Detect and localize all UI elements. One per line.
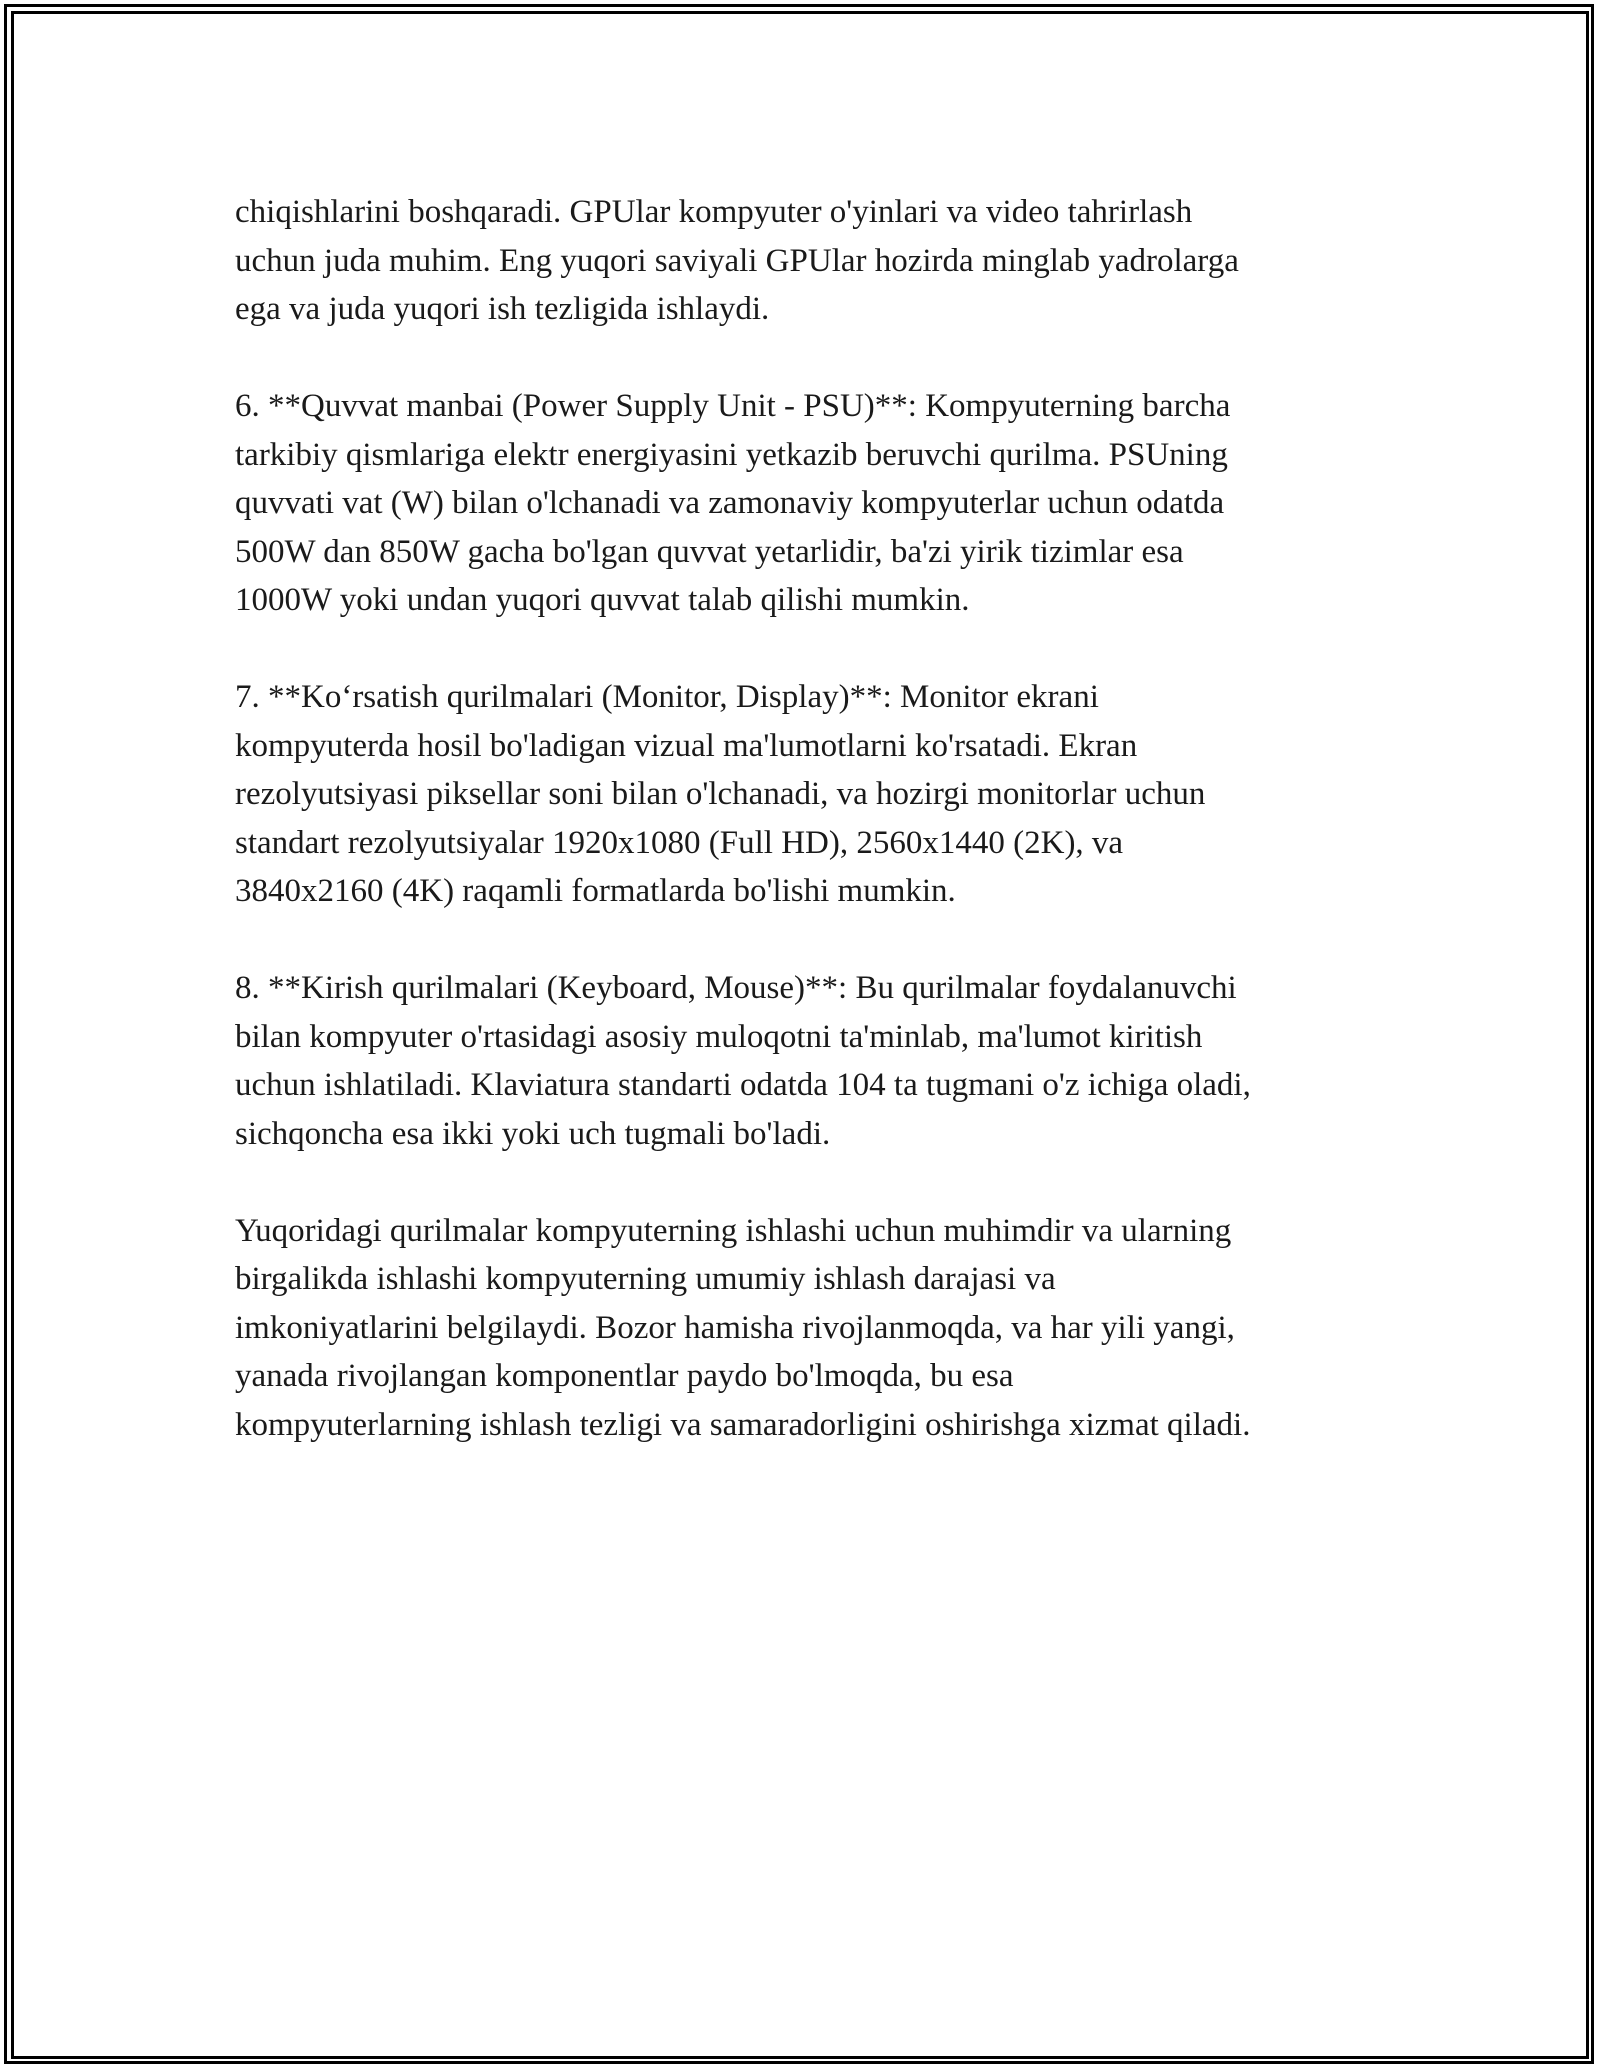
paragraph-conclusion: Yuqoridagi qurilmalar kompyuterning ishlashi uchun muhimdir va ularning birgalikda ishlashi kompyuterning umumiy ishlash darajasi va imkoniyatlarini belgilaydi. Bozor hamisha rivojlanmoqda, va har yili yangi, yanada rivojlangan komponentlar paydo bo'lmoqda, bu esa kompyuterlarning ishlash tezligi va samaradorligini oshirishga xizmat qiladi. [235,1212,1251,1443]
paragraph-gpu-continuation: chiqishlarini boshqaradi. GPUlar kompyuter o'yinlari va video tahrirlash uchun juda muhim. Eng yuqori saviyali GPUlar hozirda minglab yadrolarga ega va juda yuqori ish tezligida ishlaydi. [235,194,1239,327]
document-body [235,188,1375,1498]
paragraph-input-devices: 8. **Kirish qurilmalari (Keyboard, Mouse)**: Bu qurilmalar foydalanuvchi bilan kompyuter o'rtasidagi asosiy muloqotni ta'minlab, ma'lumot kiritish uchun ishlatiladi. Klaviatura standarti odatda 104 ta tugmani o'z ichiga oladi, sichqoncha esa ikki yoki uch tugmali bo'ladi. [235,970,1251,1152]
paragraph-display: 7. **Koʻrsatish qurilmalari (Monitor, Display)**: Monitor ekrani kompyuterda hosil bo'ladigan vizual ma'lumotlarni ko'rsatadi. Ekran rezolyutsiyasi piksellar soni bilan o'lchanadi, va hozirgi monitorlar uchun standart rezolyutsiyalar 1920x1080 (Full HD), 2560x1440 (2K), va 3840x2160 (4K) raqamli formatlarda bo'lishi mumkin. [235,679,1206,909]
paragraph-power-supply: 6. **Quvvat manbai (Power Supply Unit - PSU)**: Kompyuterning barcha tarkibiy qismlariga elektr energiyasini yetkazib beruvchi qurilma. PSUning quvvati vat (W) bilan o'lchanadi va zamonaviy kompyuterlar uchun odatda 500W dan 850W gacha bo'lgan quvvat yetarlidir, ba'zi yirik tizimlar esa 1000W yoki undan yuqori quvvat talab qilishi mumkin. [235,388,1231,618]
